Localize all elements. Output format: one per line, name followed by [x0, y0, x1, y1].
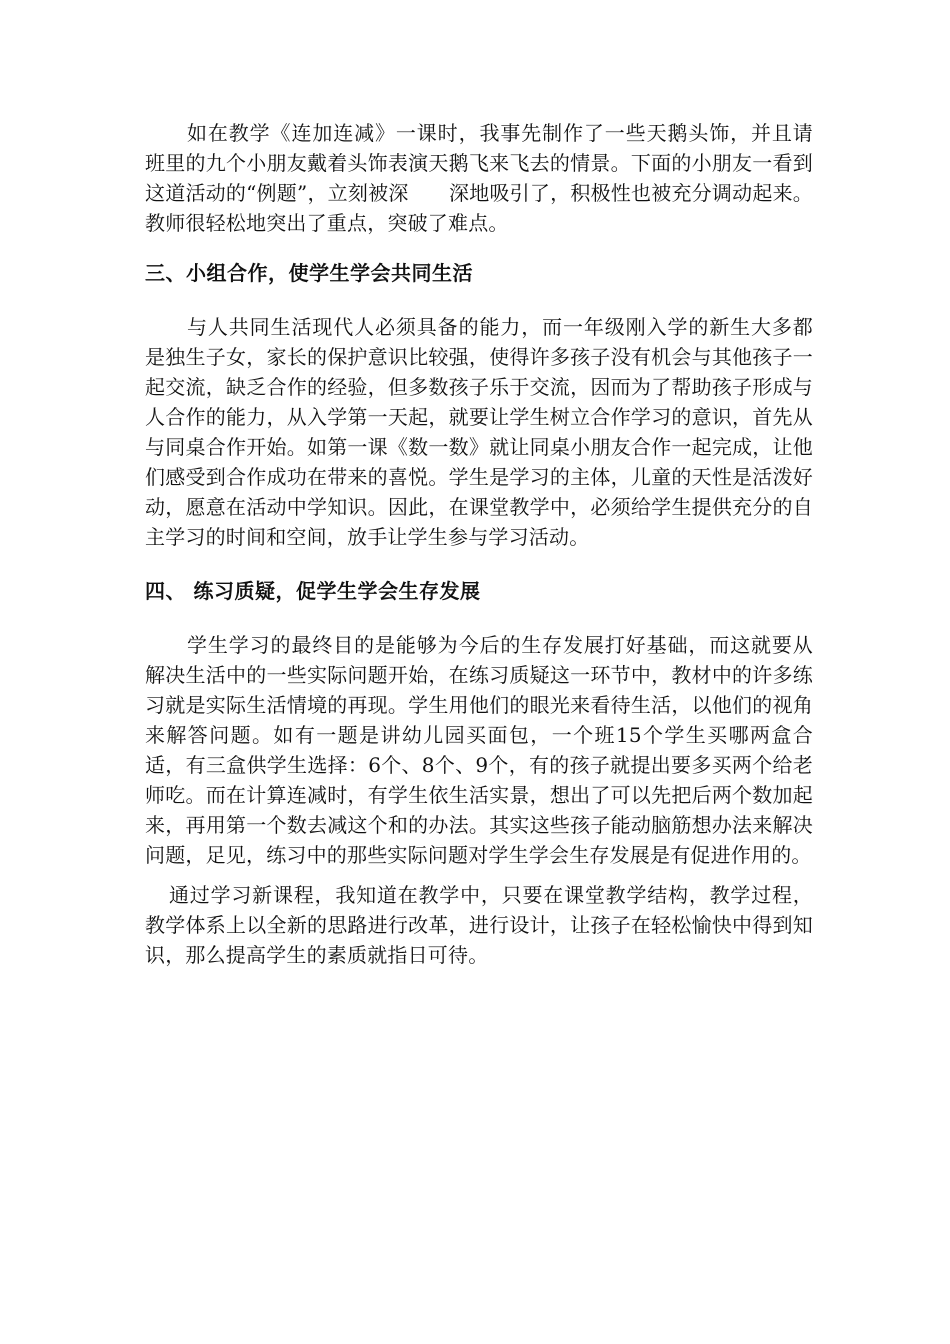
paragraph-group-cooperation: 与人共同生活现代人必须具备的能力，而一年级刚入学的新生大多都是独生子女，家长的保护意识比较强，使得许多孩子没有机会与其他孩子一起交流，缺乏合作的经验，但多数孩子乐于交流，因而为了帮助孩子形成与人合作的能力，从入学第一天起，就要让学生树立合作学习的意识，首先从与同桌合作开始。如第一课《数一数》就让同桌小朋友合作一起完成，让他们感受到合作成功在带来的喜悦。学生是学习的主体，儿童的天性是活泼好动，愿意在活动中学知识。因此，在课堂教学中，必须给学生提供充分的自主学习的时间和空间，放手让学生参与学习活动。 [145, 315, 813, 549]
section-heading-practice-questioning: 四、 练习质疑，促学生学会生存发展 [145, 579, 481, 603]
paragraph-swan-lesson: 如在教学《连加连减》一课时，我事先制作了一些天鹅头饰，并且请班里的九个小朋友戴着头饰表演天鹅飞来飞去的情景。下面的小朋友一看到这道活动的“例题”，立刻被深 深地吸引了，积极性也被充分调动起来。教师很轻松地突出了重点，突破了难点。 [145, 121, 813, 235]
document-body [145, 118, 813, 970]
paragraph-conclusion: 通过学习新课程，我知道在教学中，只要在课堂教学结构，教学过程，教学体系上以全新的思路进行改革，进行设计，让孩子在轻松愉快中得到知识，那么提高学生的素质就指日可待。 [145, 883, 813, 967]
paragraph-practice-questioning: 学生学习的最终目的是能够为今后的生存发展打好基础，而这就要从解决生活中的一些实际问题开始，在练习质疑这一环节中，教材中的许多练习就是实际生活情境的再现。学生用他们的眼光来看待生活，以他们的视角来解答问题。如有一题是讲幼儿园买面包，一个班15个学生买哪两盒合适，有三盒供学生选择：6个、8个、9个，有的孩子就提出要多买两个给老师吃。而在计算连减时，有学生依生活实景，想出了可以先把后两个数加起来，再用第一个数去减这个和的办法。其实这些孩子能动脑筋想办法来解决问题，足见，练习中的那些实际问题对学生学会生存发展是有促进作用的。 [145, 633, 813, 867]
section-heading-group-cooperation: 三、小组合作，使学生学会共同生活 [145, 261, 473, 285]
